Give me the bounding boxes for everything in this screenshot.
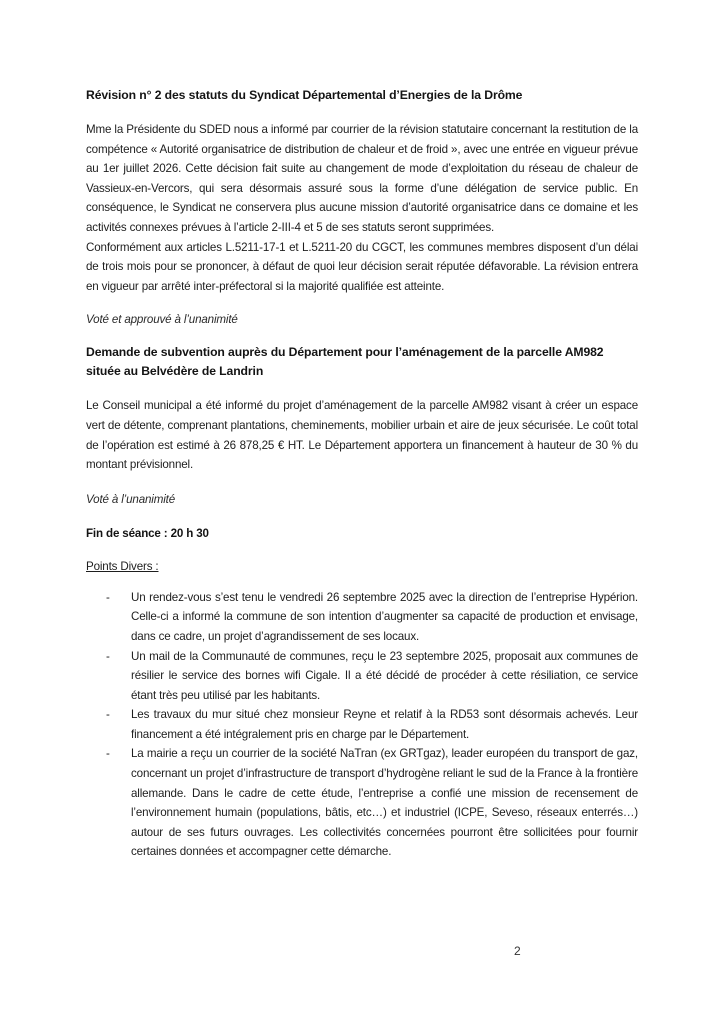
list-item-text: La mairie a reçu un courrier de la société NaTran (ex GRTgaz), leader européen du transport de gaz, concernant un projet d’infrastructure de transport d’hydrogène reliant le sud de la France à la frontière allemande. Dans le cadre de cette étude, l’entreprise a confié une mission de recensement de l’environnement humain (populations, bâtis, etc…) et industriel (ICPE, Seveso, réseaux enterrés…) autour de ses futurs ouvrages. Les collectivités concernées pourront être sollicitées pour fournir certaines données et accompagner cette démarche. [131, 747, 638, 859]
list-item-text: Les travaux du mur situé chez monsieur Reyne et relatif à la RD53 sont désormais achevés. Leur financement a été intégralement pris en charge par le Département. [131, 708, 638, 741]
list-item [86, 588, 638, 647]
list-item [86, 744, 638, 862]
list-item [86, 705, 638, 744]
list-item [86, 647, 638, 706]
vote-result-subvention: Voté à l’unanimité [86, 492, 176, 506]
points-divers-list [86, 588, 638, 862]
page-number: 2 [514, 944, 521, 958]
bullet-dash: - [106, 649, 110, 663]
list-item-text: Un rendez-vous s’est tenu le vendredi 26 septembre 2025 avec la direction de l’entreprise Hypérion. Celle-ci a informé la commune de son intention d’augmenter sa capacité de production et envisage, dans ce cadre, un projet d’agrandissement de ses locaux. [131, 590, 638, 643]
end-of-session: Fin de séance : 20 h 30 [86, 526, 209, 540]
list-item-text: Un mail de la Communauté de communes, reçu le 23 septembre 2025, proposait aux communes de résilier le service des bornes wifi Cigale. Il a été décidé de procéder à cette résiliation, ce service étant très peu utilisé par les habitants. [131, 649, 638, 702]
vote-result-sded: Voté et approuvé à l’unanimité [86, 313, 238, 327]
document-page [86, 86, 638, 862]
points-divers-title: Points Divers : [86, 559, 159, 573]
bullet-dash: - [106, 708, 110, 722]
paragraph-subvention-1: Le Conseil municipal a été informé du projet d’aménagement de la parcelle AM982 visant à créer un espace vert de détente, comprenant plantations, cheminements, mobilier urbain et aire de jeux sécurisée. Le coût total de l’opération est estimé à 26 878,25 € HT. Le Département apportera un financement à hauteur de 30 % du montant prévisionnel. [86, 399, 638, 472]
section-title-subvention: Demande de subvention auprès du Département pour l’aménagement de la parcelle AM982 située au Belvédère de Landrin [86, 345, 604, 379]
paragraph-sded-2: Conformément aux articles L.5211-17-1 et L.5211-20 du CGCT, les communes membres disposent d’un délai de trois mois pour se prononcer, à défaut de quoi leur décision serait réputée défavorable. La révision entrera en vigueur par arrêté inter-préfectoral si la majorité qualifiée est atteinte. [86, 240, 638, 293]
paragraph-sded-1: Mme la Présidente du SDED nous a informé par courrier de la révision statutaire concernant la restitution de la compétence « Autorité organisatrice de distribution de chaleur et de froid », avec une entrée en vigueur prévue au 1er juillet 2026. Cette décision fait suite au changement de mode d’exploitation du réseau de chaleur de Vassieux-en-Vercors, qui sera désormais assuré sous la forme d’une délégation de service public. En conséquence, le Syndicat ne conservera plus aucune mission d’autorité organisatrice dans ce domaine et les activités connexes prévues à l’article 2-III-4 et 5 de ses statuts seront supprimées. [86, 123, 638, 234]
bullet-dash: - [106, 747, 110, 761]
bullet-dash: - [106, 590, 110, 604]
section-title-sded: Révision n° 2 des statuts du Syndicat Départemental d’Energies de la Drôme [86, 88, 523, 102]
